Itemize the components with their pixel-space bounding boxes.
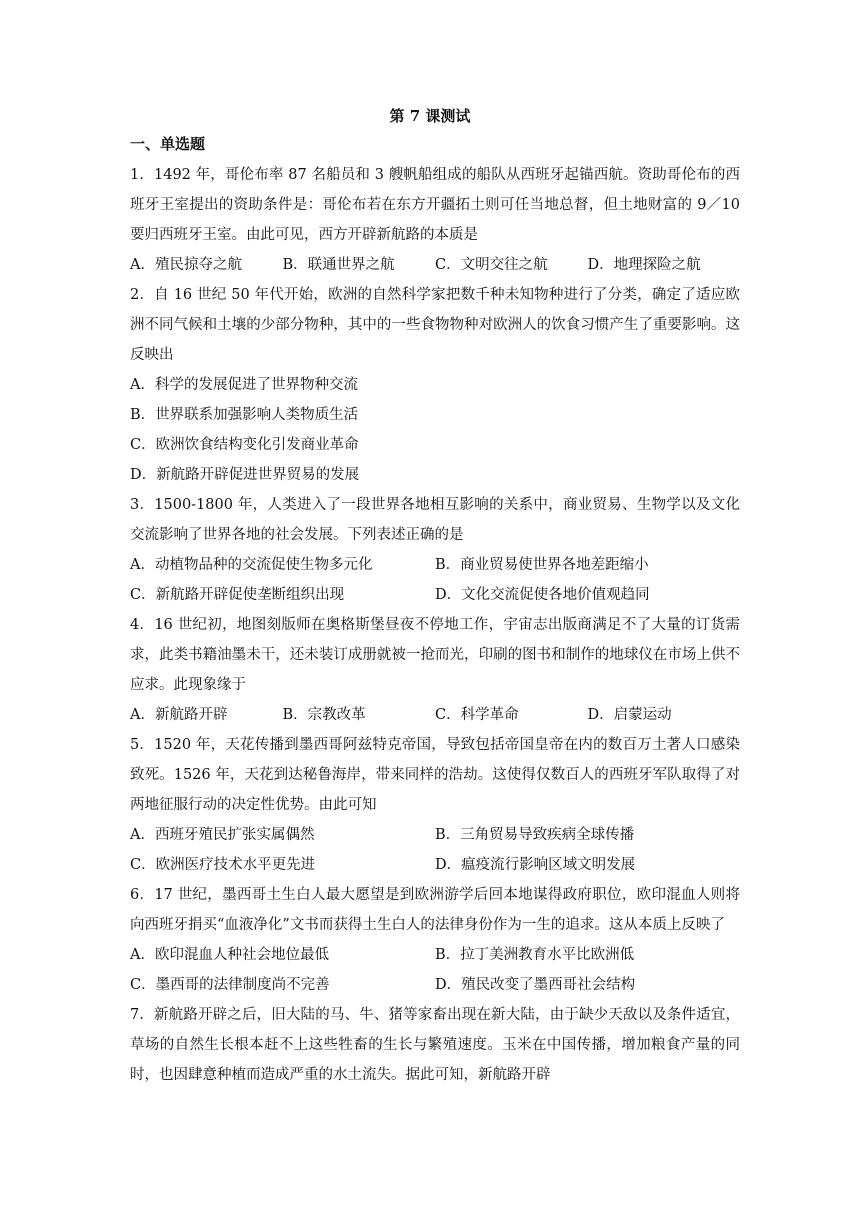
option-c: C．新航路开辟促使垄断组织出现 — [130, 587, 345, 603]
option-c: C．欧洲饮食结构变化引发商业革命 — [130, 437, 359, 453]
question-2 — [130, 280, 740, 490]
page-title: 第 7 课测试 — [389, 107, 471, 125]
options-column — [130, 370, 740, 490]
question-stem: 4．16 世纪初，地图刻版师在奥格斯堡昼夜不停地工作，宇宙志出版商满足不了大量的订货需求，此类书籍油墨未干，还未装订成册就被一抢而光，印刷的图书和制作的地球仪在市场上供不应求。此现象缘于 — [130, 617, 740, 693]
option-d: D．地理探险之航 — [587, 257, 701, 273]
question-stem: 5．1520 年，天花传播到墨西哥阿兹特克帝国，导致包括帝国皇帝在内的数百万土著人口感染致死。1526 年，天花到达秘鲁海岸，带来同样的浩劫。这使得仅数百人的西班牙军队取得了对两地征服行动的决定性优势。由此可知 — [130, 737, 740, 813]
option-d: D．瘟疫流行影响区域文明发展 — [435, 857, 636, 873]
option-b: B．联通世界之航 — [282, 257, 395, 273]
question-stem: 7．新航路开辟之后，旧大陆的马、牛、猪等家畜出现在新大陆，由于缺少天敌以及条件适宜，草场的自然生长根本赶不上这些牲畜的生长与繁殖速度。玉米在中国传播，增加粮食产量的同时，也因肆意种植而造成严重的水土流失。据此可知，新航路开辟 — [130, 1007, 740, 1083]
option-a: A．西班牙殖民扩张实属偶然 — [130, 827, 315, 843]
options-grid — [130, 940, 740, 1000]
question-1 — [130, 160, 740, 280]
question-4 — [130, 610, 740, 730]
option-b: B．三角贸易导致疾病全球传播 — [435, 827, 635, 843]
option-c: C．文明交往之航 — [435, 257, 548, 273]
option-d: D．殖民改变了墨西哥社会结构 — [435, 977, 636, 993]
section-heading: 一、单选题 — [130, 135, 206, 153]
option-a: A．殖民掠夺之航 — [130, 257, 242, 273]
options-row — [130, 250, 740, 280]
options-row — [130, 700, 740, 730]
question-stem: 2．自 16 世纪 50 年代开始，欧洲的自然科学家把数千种未知物种进行了分类，确定了适应欧洲不同气候和土壤的少部分物种，其中的一些食物物种对欧洲人的饮食习惯产生了重要影响。这反映出 — [130, 287, 740, 363]
option-d: D．新航路开辟促进世界贸易的发展 — [130, 467, 360, 483]
option-a: A．欧印混血人种社会地位最低 — [130, 947, 329, 963]
option-a: A．科学的发展促进了世界物种交流 — [130, 377, 358, 393]
question-3 — [130, 490, 740, 610]
option-b: B．世界联系加强影响人类物质生活 — [130, 407, 359, 423]
question-7 — [130, 1000, 740, 1090]
option-b: B．拉丁美洲教育水平比欧洲低 — [435, 947, 635, 963]
option-d: D．启蒙运动 — [587, 707, 672, 723]
option-a: A．动植物品种的交流促使生物多元化 — [130, 557, 373, 573]
option-a: A．新航路开辟 — [130, 707, 228, 723]
question-5 — [130, 730, 740, 880]
options-grid — [130, 820, 740, 880]
option-b: B．商业贸易使世界各地差距缩小 — [435, 557, 649, 573]
question-stem: 6．17 世纪，墨西哥土生白人最大愿望是到欧洲游学后回本地谋得政府职位，欧印混血人则将向西班牙捐买“血液净化”文书而获得土生白人的法律身份作为一生的追求。这从本质上反映了 — [130, 887, 740, 933]
question-stem: 3．1500-1800 年，人类进入了一段世界各地相互影响的关系中，商业贸易、生物学以及文化交流影响了世界各地的社会发展。下列表述正确的是 — [130, 497, 740, 543]
option-d: D．文化交流促使各地价值观趋同 — [435, 587, 650, 603]
question-stem: 1．1492 年，哥伦布率 87 名船员和 3 艘帆船组成的船队从西班牙起锚西航。资助哥伦布的西班牙王室提出的资助条件是：哥伦布若在东方开疆拓土则可任当地总督，但土地财富的 9／10 要归西班牙王室。由此可见，西方开辟新航路的本质是 — [130, 167, 740, 243]
option-c: C．墨西哥的法律制度尚不完善 — [130, 977, 330, 993]
question-list — [130, 160, 740, 1090]
option-b: B．宗教改革 — [282, 707, 366, 723]
option-c: C．科学革命 — [435, 707, 519, 723]
options-grid — [130, 550, 740, 610]
question-6 — [130, 880, 740, 1000]
option-c: C．欧洲医疗技术水平更先进 — [130, 857, 316, 873]
